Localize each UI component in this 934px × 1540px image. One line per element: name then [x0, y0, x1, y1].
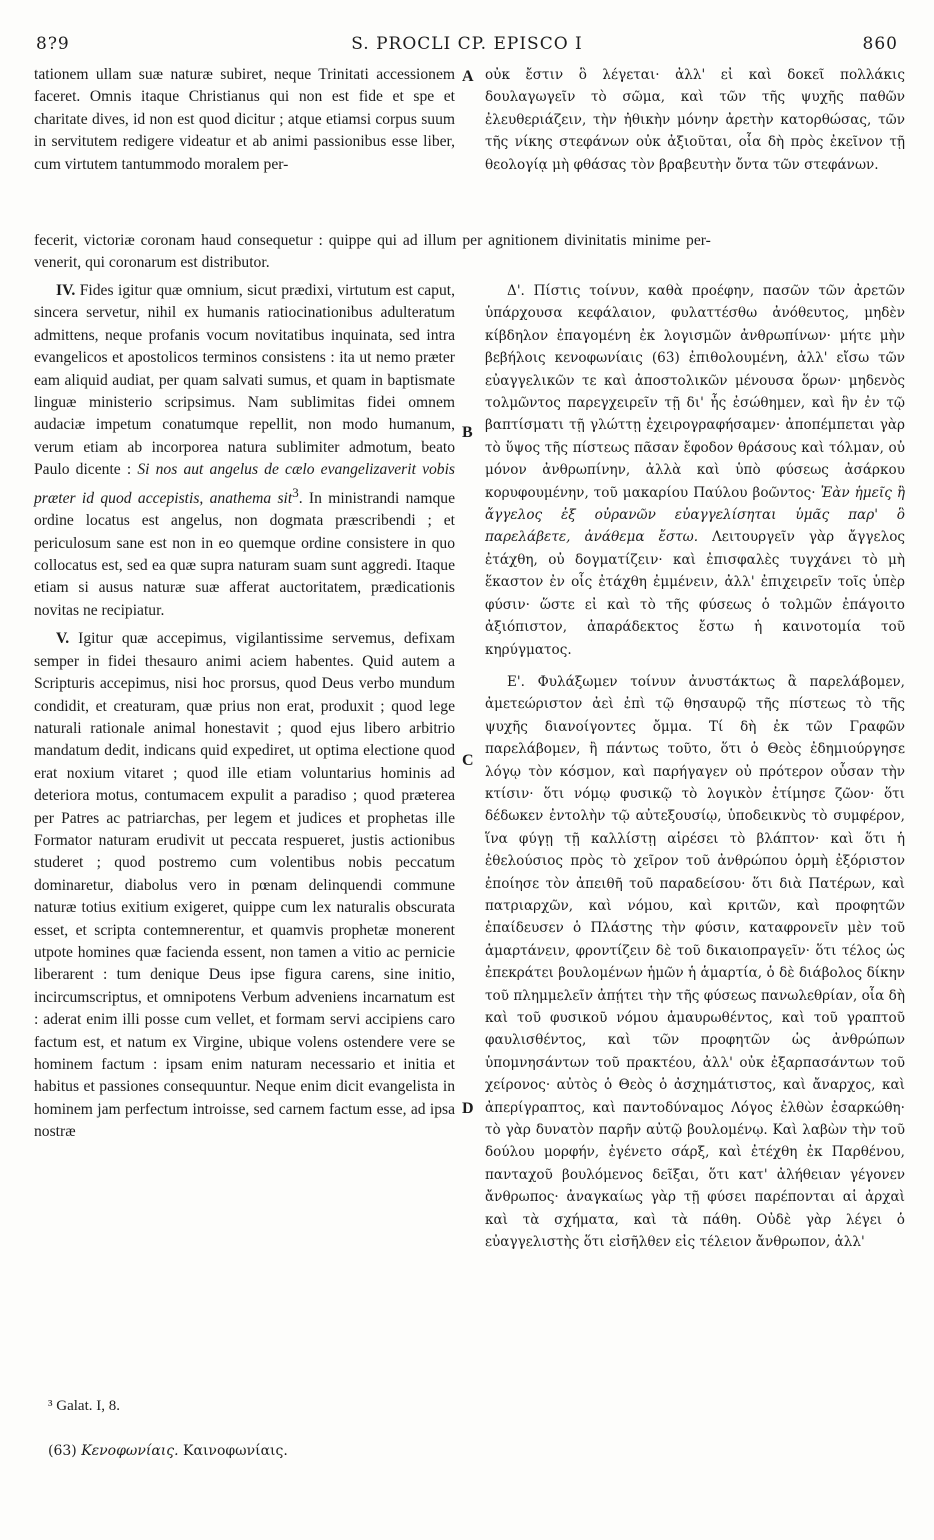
- latin-column-body: [34, 280, 455, 1144]
- variant-note: (63) Κενοφωνίαις. Καινοφωνίαις.: [48, 1443, 288, 1459]
- margin-letter-a: A: [462, 68, 474, 85]
- greek-section-number-v: Ε'.: [507, 673, 525, 690]
- latin-paragraph-1-end: venerit, qui coronarum est distributor.: [34, 254, 270, 271]
- page-number-right: 860: [862, 34, 898, 54]
- latin-paragraph-iv: IV. Fides igitur quæ omnium, sicut prædixi, virtutum est caput, sincera servetur, nihil ex humanis ratiocinationibus adulteratum admittens, neque profanis vocum novitatibus inquinata, sed intra evangelicos et apostolicos terminos consistens : ita ut nemo præter eam aliquid audiat, per quam salvati sumus, et quam in baptismate linguæ ministerio scripsimus. Nam sublimitas fidei omnem audaciæ impetum conatumque repellit, non modo humanum, verum etiam ab incorporea natura sublimiter admotum, beato Paulo dicente : Si nos aut angelus de cælo evangelizaverit vobis præter id quod accepistis, anathema sit$^3$. In ministrandi namque ordine locatus est angelus, non dogmata præscribendi ; et periculosum sane est non in eo quemque ordine consistere in quo collocatus est, sed ea quæ supra naturam suam sunt aggredi. Itaque etiam si ausus naturæ suæ afferat auctoritatem, prædicationis novitas ne recipiatur.: [34, 282, 455, 619]
- footnote-ref: 3: [292, 484, 299, 500]
- spanning-line: fecerit, victoriæ coronam haud consequetur : quippe qui ad illum per agnitionem divinitatis minime per-: [34, 232, 711, 249]
- footnote: ³ Galat. I, 8.: [48, 1398, 120, 1414]
- latin-column: [34, 64, 455, 176]
- greek-paragraph-iv: Δ'. Πίστις τοίνυν, καθὰ προέφην, πασῶν τῶν ἀρετῶν ὑπάρχουσα κεφάλαιον, φυλαττέσθω ἀνόθευτος, μηδὲν κίβδηλον ἐπαγομένη ἐκ λογισμῶν ἀνθρωπίνων· μήτε μὴν βεβήλοις κενοφωνίαις (63) ἐπιθολουμένη, ἀλλ' εἴσω τῶν εὐαγγελικῶν τε καὶ ἀποστολικῶν μένουσα ὅρων· μηδενὸς τολμῶντος παρεγχειρεῖν τῇ δι' ἧς ἐσώθημεν, καὶ ἣν ἐν τῷ βαπτίσματι τῇ γλώττῃ ἐχειρογραφήσαμεν· ἀποπέμπεται γὰρ τὸ ὕψος τῆς πίστεως πᾶσαν ἔφοδον θράσους καὶ τόλμαν, οὐ μόνον ἀνθρωπίνην, ἀλλὰ καὶ ὑπὸ φύσεως ἀσάρκου κορυφουμένην, τοῦ μακαρίου Παύλου βοῶντος· Ἐὰν ἡμεῖς ἢ ἄγγελος ἐξ οὐρανῶν εὐαγγελίσηται ὑμᾶς παρ' ὃ παρελάβετε, ἀνάθεμα ἔστω. Λειτουργεῖν γὰρ ἄγγελος ἐτάχθη, οὐ δογματίζειν· καὶ ἐπισφαλὲς τυγχάνει τὸ μὴ ἕκαστον ἐν οἷς ἐτάχθη ἐμμένειν, ἀλλ' ἐπιχειρεῖν τοῖς ὑπὲρ φύσιν· ὥστε εἰ καὶ τὸ τῆς φύσεως ὁ τολμῶν ἐπάγοιτο ἀξιόπιστον, ἀπαράδεκτος ἔστω ἡ καινοτομία τοῦ κηρύγματος.: [485, 283, 905, 658]
- latin-paragraph-v: V. Igitur quæ accepimus, vigilantissime servemus, defixam semper in fidei thesauro animi aciem habentes. Quid autem a Scripturis accepimus, nisi hoc prorsus, quod Deus verbo mundum condidit, et creaturam, quæ prius non erat, produxit ; quod lege naturali rationale animal honestavit ; quod ejus libero arbitrio mandatum dedit, indicans quid expediret, ut optima electione quod erat noxium vitaret ; quod ille etiam voluntarius hominis ad deteriora motus, contumacem expulit a paradiso ; quod præterea per Patres ac patriarchas, per legem et judices et prophetas ille Formator naturam erudivit ut peccata respueret, justis actionibus studeret ; quod postremo cum volentibus nobis peccatum dominaretur, diabolus vero in pœnam delinquendi commune naturæ totius exitium exigeret, quippe cum lex naturalis obscurata esset, et scripta contemnerentur, et quamvis prophetæ monerent utpote homines quæ facienda essent, non tamen a vitio ac pernicie liberarent : tum denique Deus ipse figura carens, sine initio, incircumscriptus, et omnipotens Verbum adveniens incarnatum est : aderat enim illi posse cum vellet, et formam servi accipiens caro factum est, et natum ex Virgine, ubique volens ostendere vere se hominem factum : ipsam enim naturam necessario et initia et habitus et passiones consequuntur. Neque enim dicit evangelista in hominem jam perfectum introisse, sed carnem factum esse, ad ipsa nostræ: [34, 630, 455, 1141]
- margin-letter-b: B: [462, 424, 473, 441]
- section-number-v: V.: [56, 630, 70, 648]
- scripture-quote: Si nos aut angelus de cælo evangelizaverit vobis præter id quod accepistis, anathema sit: [34, 461, 455, 507]
- running-title: S. PROCLI CP. EPISCO I: [351, 34, 583, 54]
- running-header: [36, 34, 898, 58]
- greek-paragraph-1: οὐκ ἔστιν ὃ λέγεται· ἀλλ' εἰ καὶ δοκεῖ πολλάκις δουλαγωγεῖν τὸ σῶμα, καὶ τῶν τῆς ψυχῆς παθῶν ἐλευθεριάζειν, τὴν ἠθικὴν μόνην ἀρετὴν κατορθώσας, τῶν τῆς νίκης στεφάνων οὐκ ἀξιοῦται, οἷα δὴ πρὸς ἐκεῖνον τῇ θεολογίᾳ μὴ φθάσας τὸν βραβευτὴν ὄντα τῶν στεφάνων.: [485, 67, 905, 173]
- margin-letter-c: C: [462, 752, 474, 769]
- greek-section-number-iv: Δ'.: [507, 283, 525, 299]
- margin-letter-d: D: [462, 1100, 474, 1117]
- section-number-iv: IV.: [56, 282, 76, 299]
- latin-paragraph-1: tationem ullam suæ naturæ subiret, neque Trinitati accessionem faceret. Omnis itaque Christianus qui non est fide et spe et charitate dives, id non est quod dicitur ; atque etiamsi corpus suum in servitutem redigere videatur et ab animi passionibus esse liber, cum virtutem tantummodo moralem per-: [34, 66, 455, 173]
- greek-column: [485, 64, 905, 176]
- greek-scripture-quote: Ἐὰν ἡμεῖς ἢ ἄγγελος ἐξ οὐρανῶν εὐαγγελίσηται ὑμᾶς παρ' ὃ παρελάβετε, ἀνάθεμα ἔστω.: [485, 484, 905, 546]
- greek-paragraph-v: Ε'. Φυλάξωμεν τοίνυν ἀνυστάκτως ἃ παρελάβομεν, ἀμετεώριστον ἀεὶ ἐπὶ τῷ θησαυρῷ τῆς πίστεως τὸ τῆς ψυχῆς διανοίγοντες ὄμμα. Τί δὴ ἐκ τῶν Γραφῶν παρελάβομεν, ἢ πάντως τοῦτο, ὅτι ὁ Θεὸς ἐδημιούργησε λόγῳ τὸν κόσμον, καὶ παρήγαγεν οὐ πρότερον οὖσαν τὴν κτίσιν· ὅτι νόμῳ φυσικῷ τὸ λογικὸν ἐτίμησε ζῶον· ὅτι δέδωκεν ἐντολὴν τῷ αὐτεξουσίῳ, ὑποδεικνὺς τὸ συμφέρον, ἵνα φύγῃ τῇ καλλίστῃ αἱρέσει τὸ βλάπτον· καὶ ὅτι ἡ ἐθελούσιος πρὸς τὸ χεῖρον τοῦ ἀνθρώπου ὁρμὴ ἐξόριστον ἐποίησε τὸν ἀπειθῆ τοῦ παραδείσου· ὅτι διὰ Πατέρων, καὶ πατριαρχῶν, καὶ νόμου, καὶ κριτῶν, καὶ προφητῶν ἐπαίδευσεν ὁ Πλάστης τὴν φύσιν, καταφρονεῖν μὲν τοῦ ἁμαρτάνειν, φροντίζειν δὲ τοῦ δικαιοπραγεῖν· ὅτι τέλος ὡς ἐπεκράτει βουλομένων ἡμῶν ἡ ἁμαρτία, ὁ δὲ διάβολος δίκην τοῦ πλημμελεῖν ἀπῄτει τὴν τῆς φύσεως πανωλεθρίαν, οἷα δὴ καὶ τοῦ φυσικοῦ νόμου ἀμαυρωθέντος, καὶ τοῦ γραπτοῦ φαυλισθέντος, καὶ τῶν προφητῶν ὡς ἀνθρώπων ὑπομνησάντων τοῦ πρακτέου, ἀλλ' οὐκ ἐξαρπασάντων τοῦ χείρονος· αὐτὸς ὁ Θεὸς ὁ ἀσχημάτιστος, καὶ ἄναρχος, καὶ ἀπερίγραπτος, καὶ παντοδύναμος Λόγος ἐλθὼν ἐσαρκώθη· τὸ γὰρ δυνατὸν παρῆν αὐτῷ βουλομένῳ. Καὶ λαβὼν τὴν τοῦ δούλου μορφήν, ἐγένετο σάρξ, καὶ ἐτέχθη ἐκ Παρθένου, πανταχοῦ βουλόμενος δεῖξαι, ὅτι κατ' ἀλήθειαν γέγονεν ἄνθρωπος· ἀναγκαίως γὰρ τῇ φύσει παρέπονται αἱ ἀρχαὶ καὶ τὰ σχήματα, καὶ τὰ πάθη. Οὐδὲ γὰρ λέγει ὁ εὐαγγελιστὴς ὅτι εἰσῆλθεν εἰς τέλειον ἄνθρωπον, ἀλλ': [485, 673, 905, 1251]
- page-number-left: 8?9: [36, 34, 70, 54]
- greek-column-body: [485, 280, 905, 1253]
